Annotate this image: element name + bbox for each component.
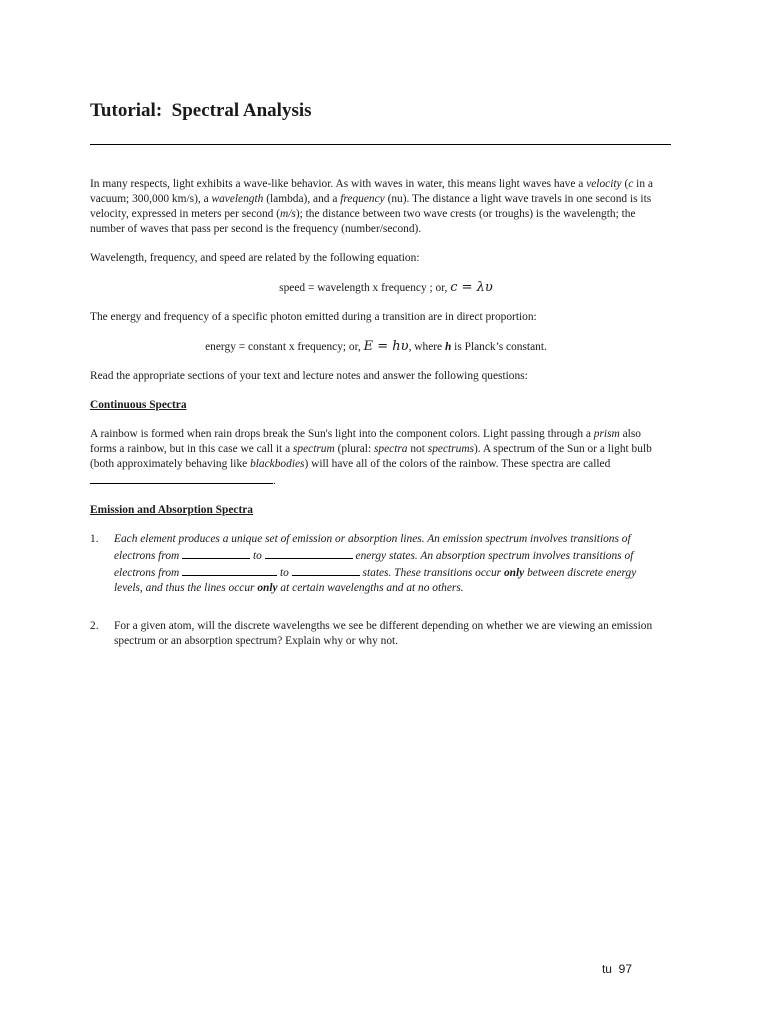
speed-equation	[90, 280, 662, 296]
continuous-text: also forms a rainbow, but in this case we call it a	[90, 428, 641, 455]
question-text: to	[250, 550, 265, 562]
intro-paragraph	[90, 177, 662, 237]
intro-text: (lambda), and a	[263, 193, 341, 205]
intro-text: (	[621, 178, 629, 190]
answer-blank-spectra-type[interactable]	[90, 472, 273, 484]
term-spectrums: spectrums	[427, 443, 474, 455]
continuous-text: not	[407, 443, 428, 455]
question-list	[90, 532, 662, 649]
question-text: energy states. An absorption spectrum involves transitions of electrons from	[114, 550, 634, 579]
energy-formula: E = hυ	[363, 339, 409, 354]
title-divider	[90, 144, 671, 145]
emission-heading: Emission and Absorption Spectra	[90, 504, 253, 516]
symbol-c: c	[628, 178, 634, 190]
question-text: to	[277, 567, 292, 579]
document-body	[90, 177, 662, 672]
page-number: tu 97	[601, 962, 632, 976]
term-blackbodies: blackbodies	[250, 458, 305, 470]
question-text: at certain wavelengths and at no others.	[277, 582, 464, 594]
term-spectra: spectra	[373, 443, 408, 455]
intro-text: In many respects, light exhibits a wave-like behavior. As with waves in water, this means light waves have a	[90, 178, 587, 190]
question-2	[90, 619, 662, 649]
speed-formula: c = λυ	[450, 280, 493, 295]
answer-blank-emission-from[interactable]	[182, 547, 250, 559]
instructions-paragraph: Read the appropriate sections of your text and lecture notes and answer the following questions:	[90, 370, 528, 382]
document-page	[90, 0, 672, 1024]
continuous-text: ). A spectrum of the Sun or a light bulb (both approximately behaving like	[90, 443, 652, 470]
question-1	[90, 532, 662, 596]
emphasis-only: only	[257, 582, 278, 594]
term-velocity: velocity	[586, 178, 622, 190]
continuous-text: (plural:	[334, 443, 374, 455]
question-number: 1.	[90, 533, 99, 545]
answer-blank-absorption-from[interactable]	[182, 564, 277, 576]
term-wavelength: wavelength	[211, 193, 264, 205]
term-frequency: frequency	[340, 193, 385, 205]
symbol-h: h	[444, 341, 452, 353]
energy-equation	[90, 339, 662, 355]
question-1-text	[114, 532, 662, 596]
continuous-text: .	[273, 475, 276, 487]
continuous-paragraph	[90, 427, 662, 489]
relation-paragraph: Wavelength, frequency, and speed are related by the following equation:	[90, 252, 420, 264]
continuous-heading: Continuous Spectra	[90, 399, 187, 411]
equation-text: is Planck’s constant.	[451, 341, 547, 353]
question-2-text: For a given atom, will the discrete wavelengths we see be different depending on whether we are viewing an emission spectrum or an absorption spectrum? Explain why or why not.	[114, 620, 653, 647]
term-prism: prism	[593, 428, 620, 440]
intro-text: ); the distance between two wave crests (or troughs) is the wavelength; the number of waves that pass per second is the frequency (number/second).	[90, 208, 636, 235]
unit-ms: m/s	[280, 208, 296, 220]
answer-blank-emission-to[interactable]	[265, 547, 353, 559]
continuous-text: A rainbow is formed when rain drops break the Sun's light into the component colors. Light passing through a	[90, 428, 594, 440]
question-text: Each element produces a unique set of emission or absorption lines. An emission spectrum involves transitions of electrons from	[114, 533, 631, 562]
question-text: states. These transitions occur	[359, 567, 504, 579]
question-number: 2.	[90, 620, 99, 632]
equation-text: energy = constant x frequency; or,	[205, 341, 364, 353]
answer-blank-absorption-to[interactable]	[292, 564, 360, 576]
page-title: Tutorial: Spectral Analysis	[90, 100, 312, 121]
equation-text: , where	[408, 341, 445, 353]
emphasis-only: only	[503, 567, 525, 579]
intro-text: (nu). The distance a light wave travels in one second is its velocity, expressed in meters per second (	[90, 193, 652, 220]
question-text: between discrete energy levels, and thus the lines occur	[114, 567, 637, 594]
energy-paragraph: The energy and frequency of a specific photon emitted during a transition are in direct proportion:	[90, 311, 537, 323]
continuous-text: ) will have all of the colors of the rainbow. These spectra are called	[304, 458, 611, 470]
equation-text: speed = wavelength x frequency ; or,	[279, 282, 451, 294]
term-spectrum: spectrum	[292, 443, 335, 455]
intro-text: in a vacuum; 300,000 km/s), a	[90, 178, 653, 205]
